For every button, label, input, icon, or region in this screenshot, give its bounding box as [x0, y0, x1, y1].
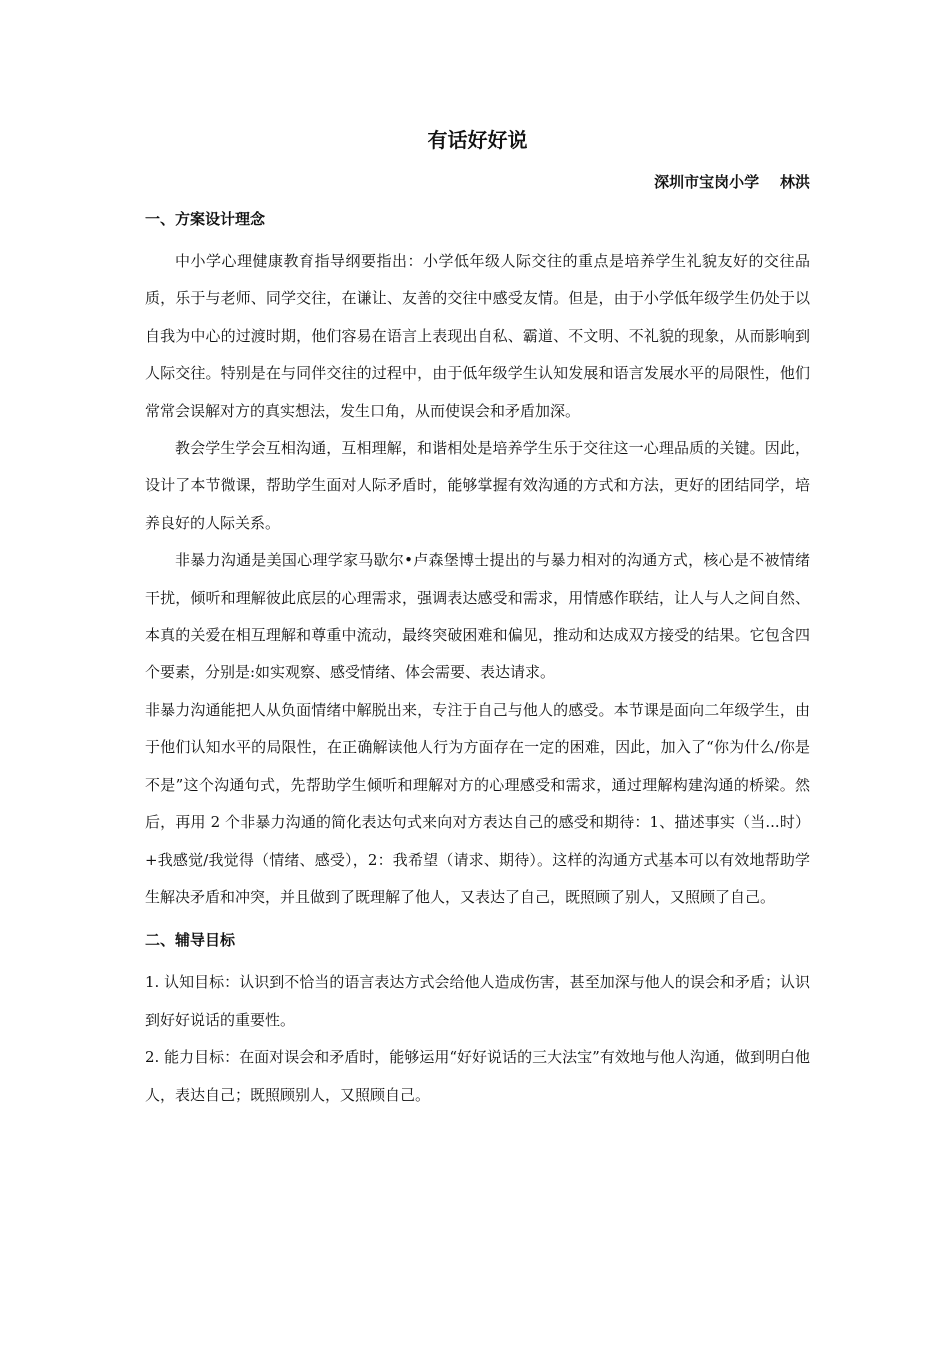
author-byline: 深圳市宝岗小学 林洪 — [654, 173, 810, 191]
paragraph: 教会学生学会互相沟通，互相理解，和谐相处是培养学生乐于交往这一心理品质的关键。因此，设计了本节微课，帮助学生面对人际矛盾时，能够掌握有效沟通的方式和方法，更好的团结同学，培养良好的人际关系。 — [145, 439, 810, 532]
paragraph: 非暴力沟通能把人从负面情绪中解脱出来，专注于自己与他人的感受。本节课是面向二年级学生，由于他们认知水平的局限性，在正确解读他人行为方面存在一定的困难，因此，加入了“你为什么/你是不是”这个沟通句式，先帮助学生倾听和理解对方的心理感受和需求，通过理解构建沟通的桥梁。然后，再用 2 个非暴力沟通的简化表达句式来向对方表达自己的感受和期待：1、描述事实（当...时）+我感觉/我觉得（情绪、感受），2：我希望（请求、期待）。这样的沟通方式基本可以有效地帮助学生解决矛盾和冲突，并且做到了既理解了他人，又表达了自己，既照顾了别人，又照顾了自己。 — [145, 700, 810, 906]
objective-item: 1. 认知目标：认识到不恰当的语言表达方式会给他人造成伤害，甚至加深与他人的误会和矛盾；认识到好好说话的重要性。 — [145, 973, 810, 1029]
objective-item: 2. 能力目标：在面对误会和矛盾时，能够运用“好好说话的三大法宝”有效地与他人沟通，做到明白他人，表达自己；既照顾别人，又照顾自己。 — [145, 1048, 810, 1104]
section-heading-objectives: 二、辅导目标 — [145, 931, 236, 950]
document-page — [145, 125, 810, 1114]
section-heading-design-concept: 一、方案设计理念 — [145, 210, 266, 228]
paragraph: 中小学心理健康教育指导纲要指出：小学低年级人际交往的重点是培养学生礼貌友好的交往品质，乐于与老师、同学交往，在谦让、友善的交往中感受友情。但是，由于小学低年级学生仍处于以自我为中心的过渡时期，他们容易在语言上表现出自私、霸道、不文明、不礼貌的现象，从而影响到人际交往。特别是在与同伴交往的过程中，由于低年级学生认知发展和语言发展水平的局限性，他们常常会误解对方的真实想法，发生口角，从而使误会和矛盾加深。 — [145, 252, 810, 420]
document-title: 有话好好说 — [427, 128, 528, 152]
paragraph: 非暴力沟通是美国心理学家马歇尔•卢森堡博士提出的与暴力相对的沟通方式，核心是不被情绪干扰，倾听和理解彼此底层的心理需求，强调表达感受和需求，用情感作联结，让人与人之间自然、本真的关爱在相互理解和尊重中流动，最终突破困难和偏见，推动和达成双方接受的结果。它包含四个要素，分别是:如实观察、感受情绪、体会需要、表达请求。 — [145, 551, 810, 682]
